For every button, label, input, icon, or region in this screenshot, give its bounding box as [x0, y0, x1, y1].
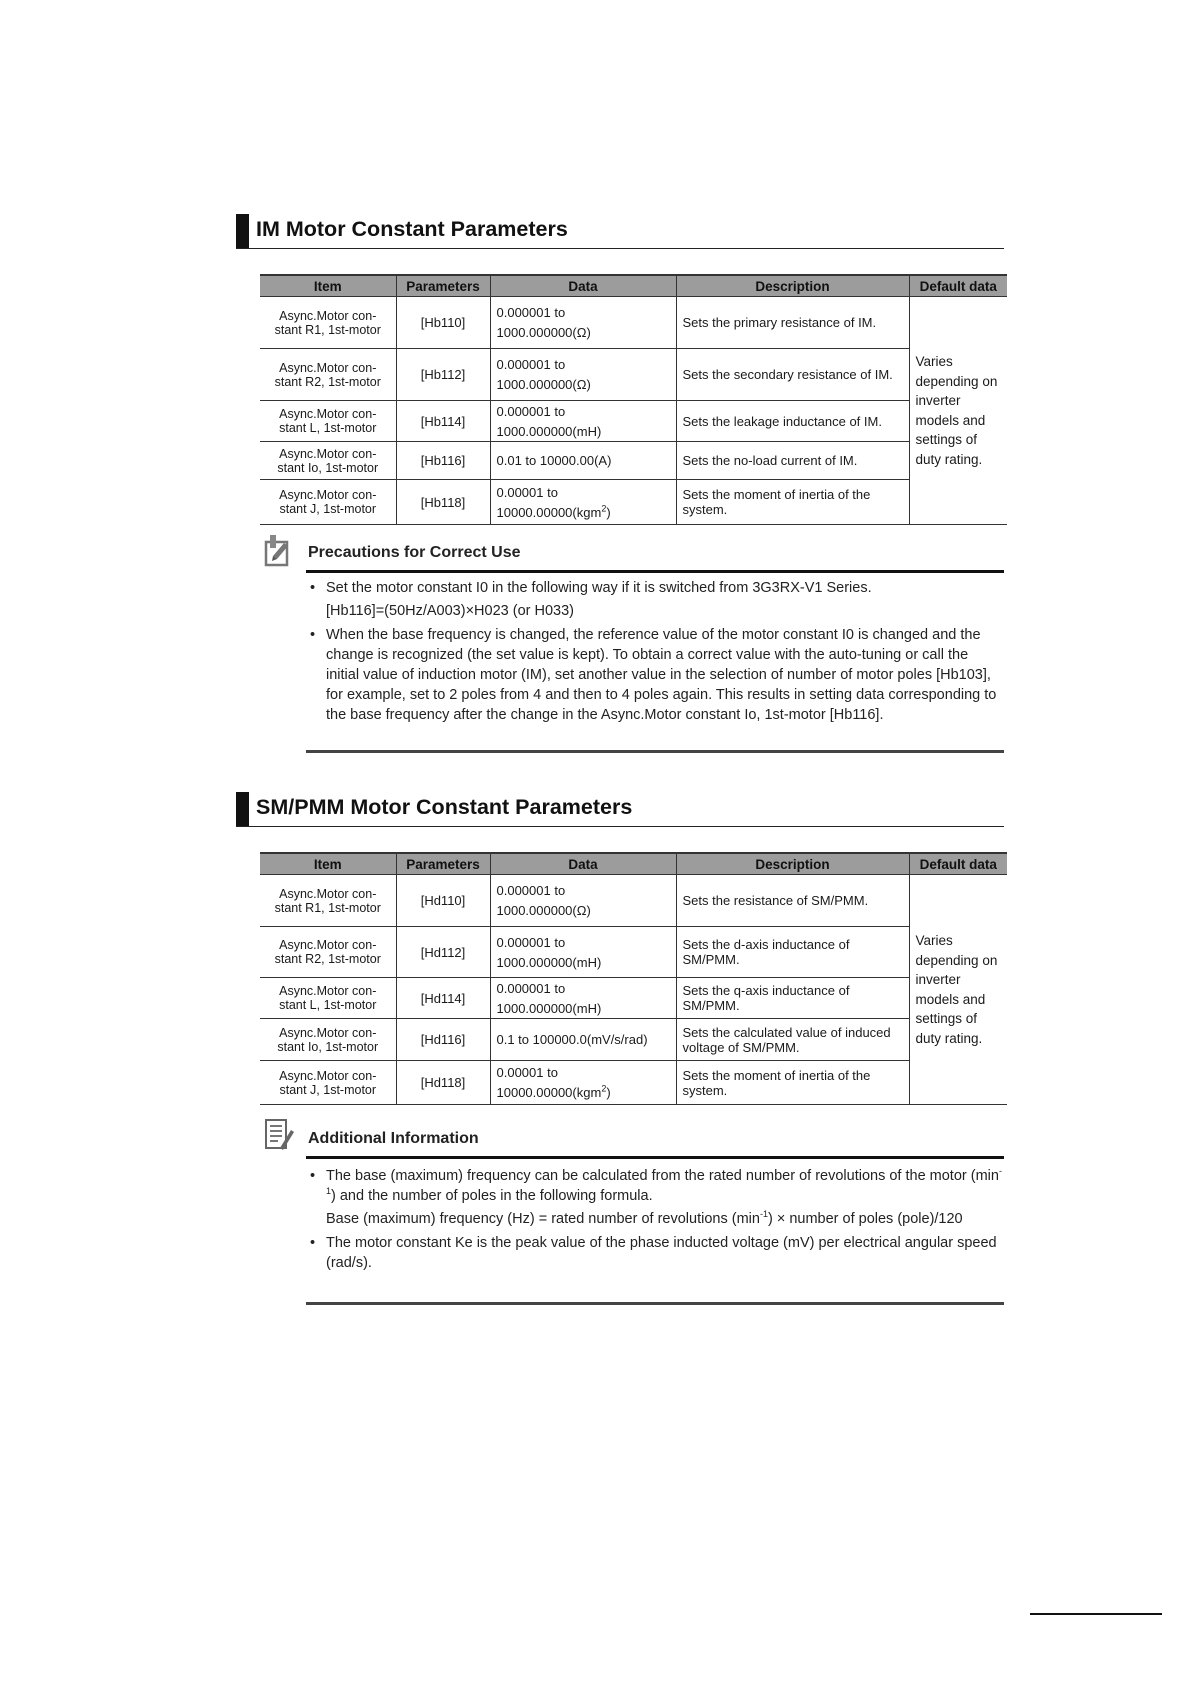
- col-parameters: Parameters: [396, 853, 490, 875]
- data-line-2: 1000.000000(Ω): [496, 325, 591, 340]
- data-line-1: 0.000001 to: [496, 980, 566, 996]
- item-cell: Async.Motor con-stant R2, 1st-motor: [260, 349, 396, 401]
- parameter-cell: [Hd118]: [396, 1061, 490, 1105]
- list-item: • Set the motor constant I0 in the following way if it is switched from 3G3RX-V1 Series. [Hb116]=(50Hz/A003)×H023 (or H033): [306, 578, 1004, 621]
- precautions-header: [306, 540, 1004, 573]
- item-cell: Async.Motor con-stant R2, 1st-motor: [260, 927, 396, 978]
- parameter-cell: [Hd110]: [396, 875, 490, 927]
- col-item: Item: [260, 853, 396, 875]
- table-header-row: [260, 853, 1007, 875]
- data-line-1: 0.00001 to: [496, 484, 558, 500]
- data-line-1: 0.000001 to: [496, 934, 566, 950]
- parameter-cell: [Hb112]: [396, 349, 490, 401]
- data-cell: 0.1 to 100000.0(mV/s/rad): [490, 1019, 676, 1061]
- sm-section-title: [236, 792, 1004, 827]
- table-row: [260, 1061, 1007, 1105]
- sm-parameter-table: [260, 852, 1007, 1105]
- col-default-data: Default data: [909, 853, 1007, 875]
- formula: [Hb116]=(50Hz/A003)×H023 (or H033): [326, 603, 574, 619]
- description-cell: Sets the calculated value of induced voltage of SM/PMM.: [676, 1019, 909, 1061]
- section-marker: [236, 214, 249, 248]
- parameter-cell: [Hb116]: [396, 442, 490, 480]
- col-default-data: Default data: [909, 275, 1007, 297]
- table-row: [260, 297, 1007, 349]
- description-cell: Sets the d-axis inductance of SM/PMM.: [676, 927, 909, 978]
- data-cell: [490, 349, 676, 401]
- parameter-cell: [Hd112]: [396, 927, 490, 978]
- precautions-icon: [264, 534, 294, 568]
- data-line-1: 0.000001 to: [496, 883, 566, 898]
- data-line-2: 10000.00000(kgm$^2$): [496, 503, 611, 520]
- table-header-row: [260, 275, 1007, 297]
- additional-info-header: [306, 1126, 1004, 1159]
- data-line-2: 1000.000000(mH): [496, 1000, 602, 1016]
- precautions-title: Precautions for Correct Use: [308, 544, 521, 561]
- description-cell: Sets the primary resistance of IM.: [676, 297, 909, 349]
- default-data-cell: Varies depending on inverter models and settings of duty rating.: [909, 875, 1007, 1105]
- data-cell: [490, 480, 676, 525]
- parameter-cell: [Hd116]: [396, 1019, 490, 1061]
- data-cell: [490, 1061, 676, 1105]
- parameter-cell: [Hb114]: [396, 401, 490, 442]
- precautions-body: [306, 578, 1004, 753]
- col-parameters: Parameters: [396, 275, 490, 297]
- default-data-cell: Varies depending on inverter models and settings of duty rating.: [909, 297, 1007, 525]
- description-cell: Sets the moment of inertia of the system.: [676, 1061, 909, 1105]
- item-cell: Async.Motor con-stant R1, 1st-motor: [260, 875, 396, 927]
- data-line-2: 10000.00000(kgm$^2$): [496, 1083, 611, 1100]
- description-cell: Sets the resistance of SM/PMM.: [676, 875, 909, 927]
- section-marker: [236, 792, 249, 826]
- im-title-text: IM Motor Constant Parameters: [256, 217, 568, 241]
- item-cell: Async.Motor con-stant Io, 1st-motor: [260, 1019, 396, 1061]
- item-cell: Async.Motor con-stant R1, 1st-motor: [260, 297, 396, 349]
- data-line-1: 0.000001 to: [496, 357, 566, 372]
- table-row: [260, 978, 1007, 1019]
- list-item: • When the base frequency is changed, the reference value of the motor constant I0 is changed and the change is recognized (the set value is kept). To obtain a correct value with the auto-tuning or call the initial value of induction motor (IM), set another value in the selection of number of motor poles [Hb103], for example, set to 2 poles from 4 and then to 4 poles again. This results in setting data corresponding to the base frequency after the change in the Async.Motor constant Io, 1st-motor [Hb116].: [310, 627, 997, 723]
- parameter-cell: [Hd114]: [396, 978, 490, 1019]
- table-row: [260, 401, 1007, 442]
- data-cell: [490, 978, 676, 1019]
- data-line-2: 1000.000000(mH): [496, 423, 602, 439]
- col-item: Item: [260, 275, 396, 297]
- additional-info-icon: [264, 1118, 296, 1152]
- table-row: [260, 875, 1007, 927]
- col-description: Description: [676, 853, 909, 875]
- data-line-2: 1000.000000(mH): [496, 954, 602, 970]
- footer-rule: [1030, 1613, 1162, 1615]
- bullet: •: [310, 1235, 316, 1251]
- table-row: [260, 480, 1007, 525]
- table-row: [260, 927, 1007, 978]
- data-line-2: 1000.000000(Ω): [496, 377, 591, 392]
- description-cell: Sets the leakage inductance of IM.: [676, 401, 909, 442]
- additional-info-body: [306, 1166, 1004, 1305]
- data-line-1: 0.000001 to: [496, 403, 566, 419]
- bullet: •: [310, 627, 316, 643]
- sm-title-text: SM/PMM Motor Constant Parameters: [256, 795, 633, 819]
- description-cell: Sets the moment of inertia of the system.: [676, 480, 909, 525]
- data-line-1: 0.00001 to: [496, 1065, 558, 1080]
- additional-info-list: [306, 1166, 1004, 1273]
- list-item: • The motor constant Ke is the peak value of the phase inducted voltage (mV) per electrical angular speed (rad/s).: [310, 1235, 997, 1271]
- item-cell: Async.Motor con-stant L, 1st-motor: [260, 978, 396, 1019]
- data-cell: [490, 927, 676, 978]
- data-cell: 0.01 to 10000.00(A): [490, 442, 676, 480]
- im-section-title: [236, 214, 1004, 249]
- bullet: •: [310, 1168, 316, 1184]
- description-cell: Sets the no-load current of IM.: [676, 442, 909, 480]
- col-data: Data: [490, 853, 676, 875]
- col-description: Description: [676, 275, 909, 297]
- data-cell: [490, 297, 676, 349]
- item-cell: Async.Motor con-stant Io, 1st-motor: [260, 442, 396, 480]
- data-cell: [490, 875, 676, 927]
- formula: Base (maximum) frequency (Hz) = rated number of revolutions $(\min^{-1})$ × number of poles (pole)/120: [326, 1209, 963, 1227]
- description-cell: Sets the q-axis inductance of SM/PMM.: [676, 978, 909, 1019]
- precautions-list: [306, 578, 1004, 725]
- im-parameter-table: [260, 274, 1007, 525]
- col-data: Data: [490, 275, 676, 297]
- description-cell: Sets the secondary resistance of IM.: [676, 349, 909, 401]
- item-cell: Async.Motor con-stant L, 1st-motor: [260, 401, 396, 442]
- bullet: •: [310, 580, 316, 596]
- item-cell: Async.Motor con-stant J, 1st-motor: [260, 480, 396, 525]
- table-row: [260, 349, 1007, 401]
- data-line-1: 0.000001 to: [496, 305, 566, 320]
- list-item: • The base (maximum) frequency can be calculated from the rated number of revolutions of the motor $(\min^{-1})$ and the number of poles in the following formula. Base (maximum) frequency (Hz) = rated number of revolutions $(\min^{-1})$ × number of poles (pole)/120: [306, 1166, 1004, 1229]
- parameter-cell: [Hb110]: [396, 297, 490, 349]
- parameter-cell: [Hb118]: [396, 480, 490, 525]
- data-line-2: 1000.000000(Ω): [496, 903, 591, 918]
- item-cell: Async.Motor con-stant J, 1st-motor: [260, 1061, 396, 1105]
- additional-info-title: Additional Information: [308, 1130, 479, 1147]
- table-row: [260, 1019, 1007, 1061]
- data-cell: [490, 401, 676, 442]
- table-row: [260, 442, 1007, 480]
